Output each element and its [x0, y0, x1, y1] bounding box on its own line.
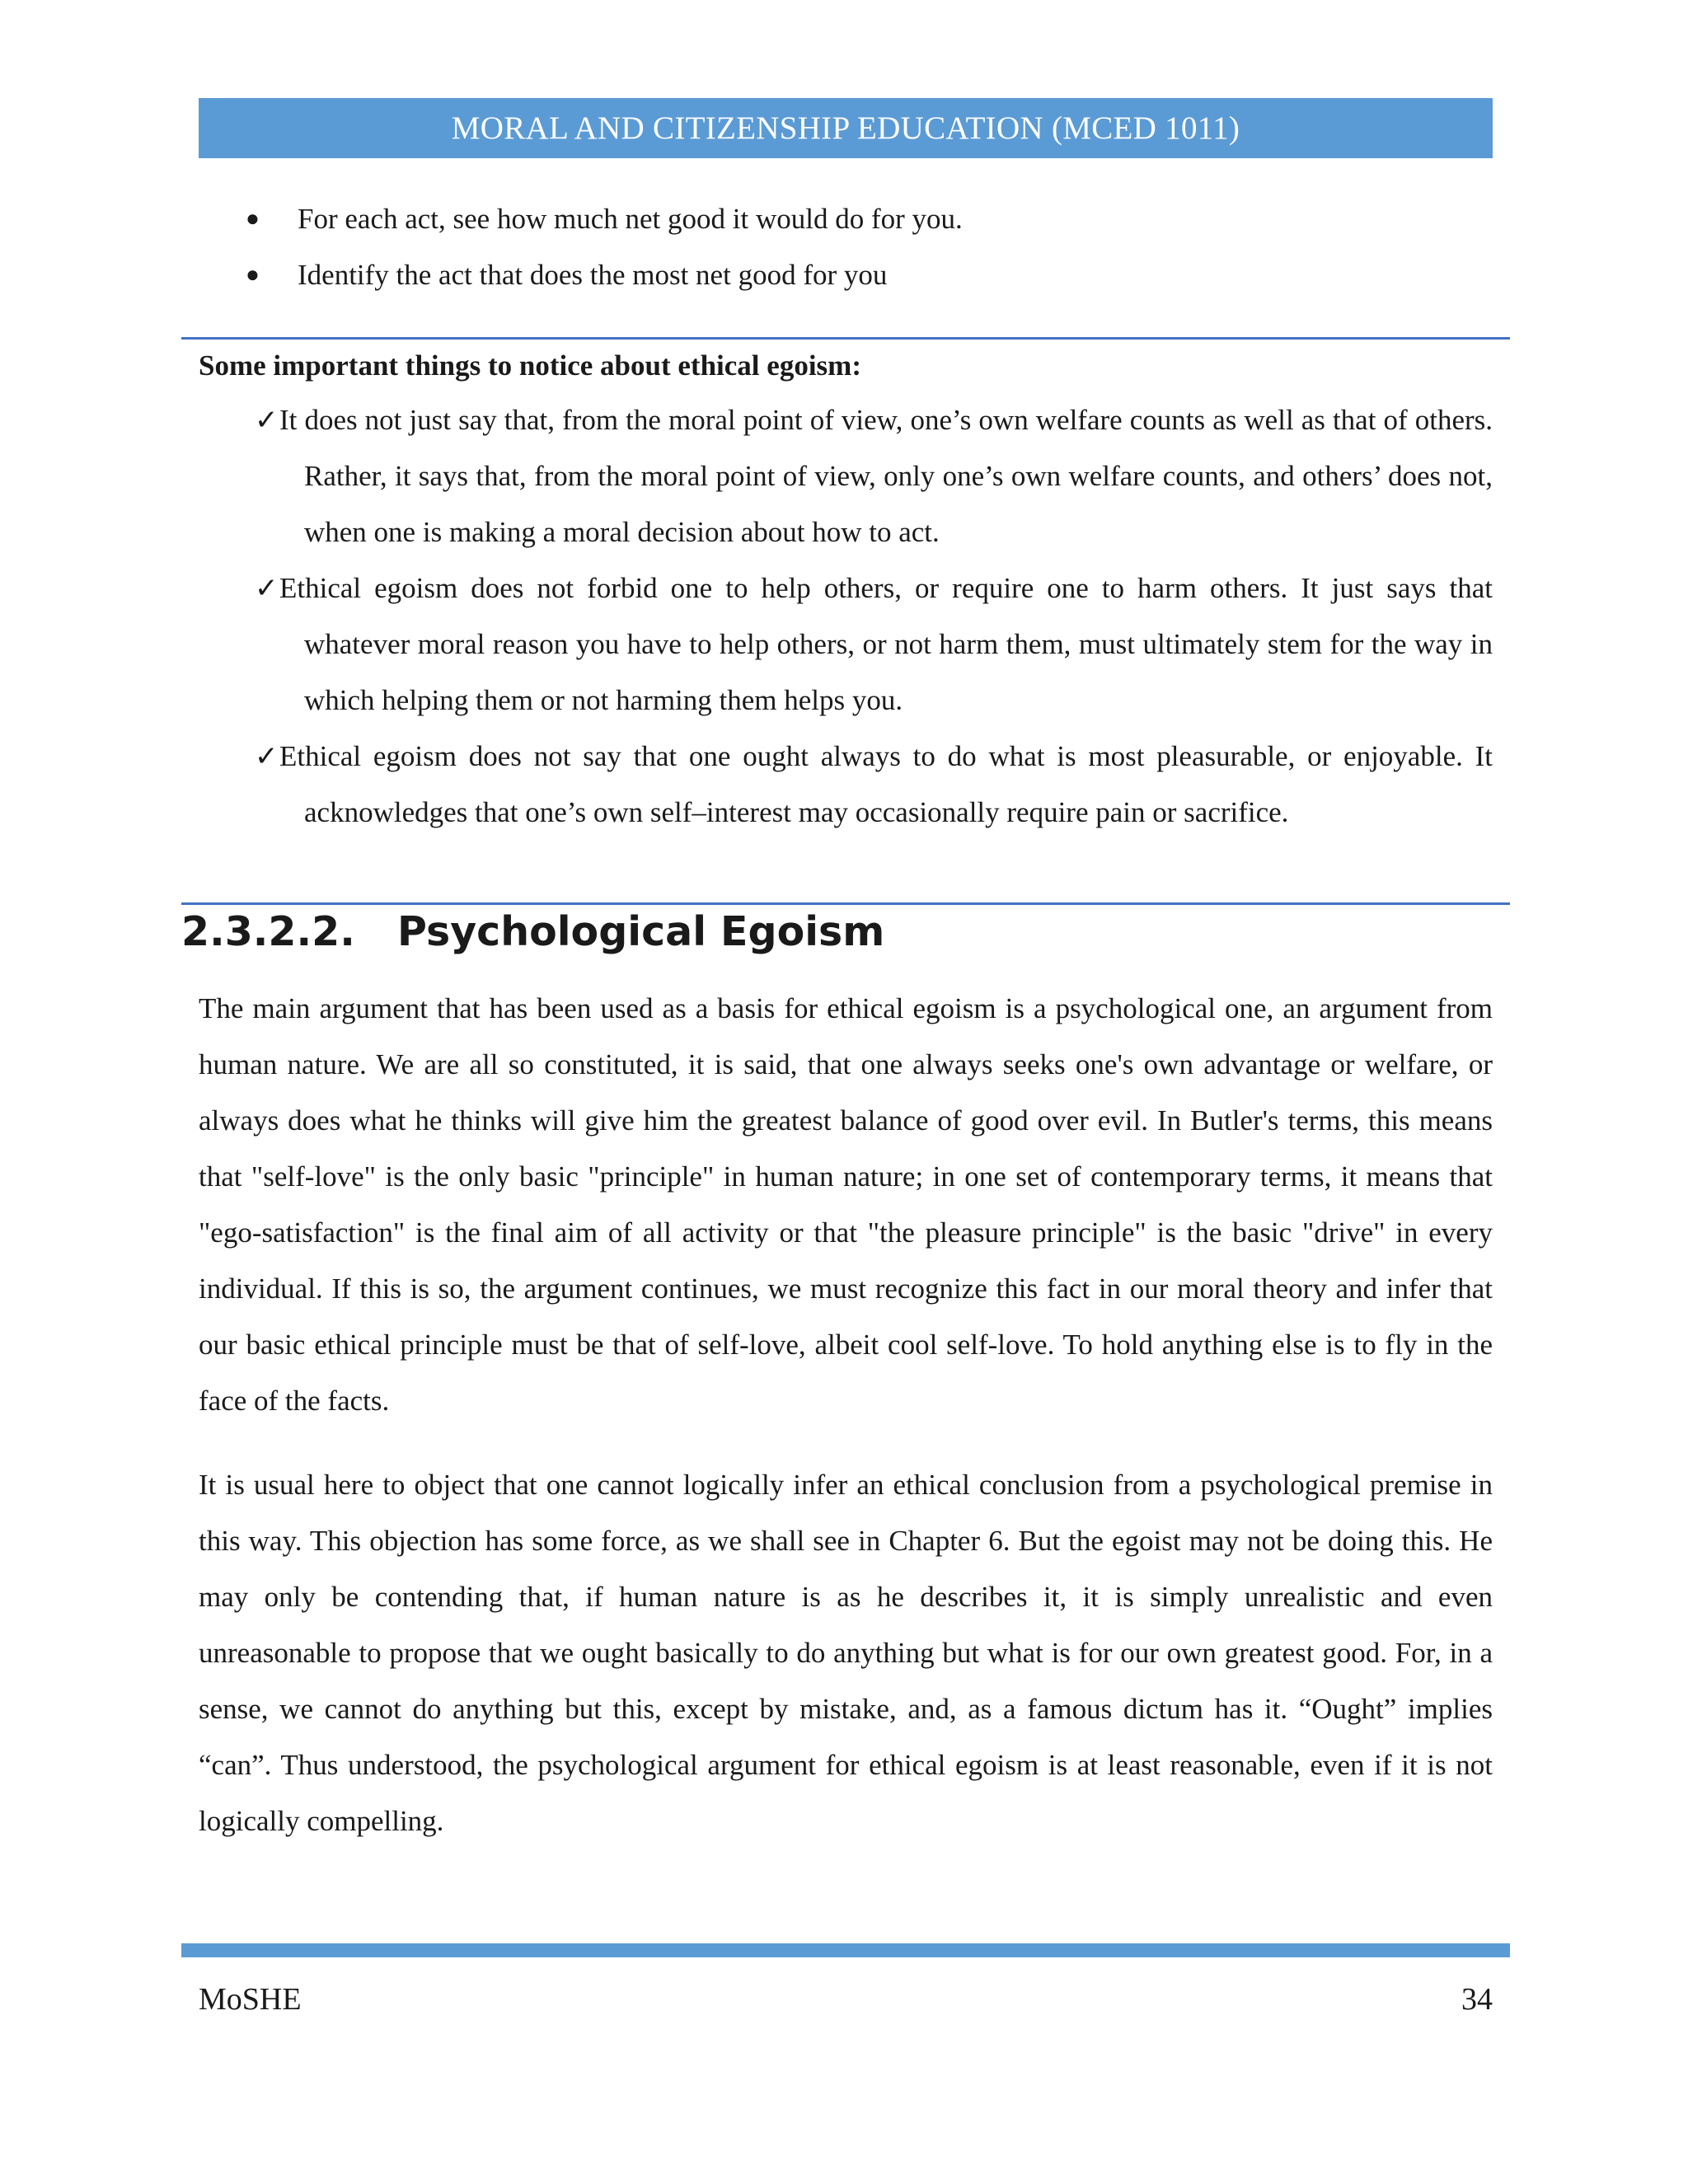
bullet-item [199, 247, 1493, 303]
check-item [199, 392, 1493, 560]
check-item-rest: enjoyable. It acknowledges that one’s own self–interest may occasionally require pain or sacrifice. [304, 740, 1493, 828]
body-paragraph: The main argument that has been used as a basis for ethical egoism is a psychological one, an argument from human nature. We are all so constituted, it is said, that one always seeks one's own advantage or welfare, or always does what he thinks will give him the greatest balance of good over evil. In Butler's terms, this means that "self-love" is the only basic "principle" in human nature; in one set of contemporary terms, it means that "ego-satisfaction" is the final aim of all activity or that "the pleasure principle" is the basic "drive" in every individual. If this is so, the argument continues, we must recognize this fact in our moral theory and infer that our basic ethical principle must be that of self-love, albeit cool self-love. To hold anything else is to fly in the face of the facts. [199, 992, 1493, 1417]
divider-line [181, 337, 1510, 340]
bullet-list [199, 191, 1493, 303]
section-title: Psychological Egoism [397, 908, 885, 955]
check-item [199, 560, 1493, 729]
page-header-title: MORAL AND CITIZENSHIP EDUCATION (MCED 1011) [451, 110, 1240, 146]
section-heading [181, 905, 884, 959]
bullet-text: Identify the act that does the most net good for you [298, 259, 888, 291]
check-item [199, 729, 1493, 841]
check-list [199, 392, 1493, 841]
page-number: 34 [1461, 1982, 1493, 2017]
check-item-first-line: Ethical egoism does not say that one ought always to do what is most pleasurable, or [279, 740, 1332, 772]
bullet-icon: ● [246, 262, 260, 288]
checkmark-icon: ✓ [255, 404, 279, 437]
bullet-icon: ● [246, 206, 260, 232]
footer-bar [181, 1943, 1510, 1957]
check-item-rest: that whatever moral reason you have to help others, or not harm them, must ultimately stem for the way in which helping them or not harming them helps you. [304, 572, 1493, 716]
section-number: 2.3.2.2. [181, 908, 355, 955]
checkmark-icon: ✓ [255, 572, 279, 605]
page-header-bar [199, 98, 1493, 158]
check-item-first-line: It does not just say that, from the moral point of view, one’s own welfare counts as well as [279, 404, 1325, 436]
body-paragraph: It is usual here to object that one cannot logically infer an ethical conclusion from a psychological premise in this way. This objection has some force, as we shall see in Chapter 6. But the egoist may not be doing this. He may only be contending that, if human nature is as he describes it, it is simply unrealistic and even unreasonable to propose that we ought basically to do anything but what is for our own greatest good. For, in a sense, we cannot do anything but this, except by mistake, and, as a famous dictum has it. “Ought” implies “can”. Thus understood, the psychological argument for ethical egoism is at least reasonable, even if it is not logically compelling. [199, 1469, 1493, 1837]
important-heading: Some important things to notice about ethical egoism: [199, 349, 861, 382]
bullet-text: For each act, see how much net good it would do for you. [298, 203, 963, 235]
check-item-first-line: Ethical egoism does not forbid one to help others, or require one to harm others. It just says [279, 572, 1437, 604]
bullet-item [199, 191, 1493, 247]
footer-publisher: MoSHE [199, 1982, 302, 2017]
check-item-rest: that of others. Rather, it says that, from the moral point of view, only one’s own welfare counts, and others’ does not, when one is making a moral decision about how to act. [304, 404, 1493, 548]
checkmark-icon: ✓ [255, 740, 279, 773]
